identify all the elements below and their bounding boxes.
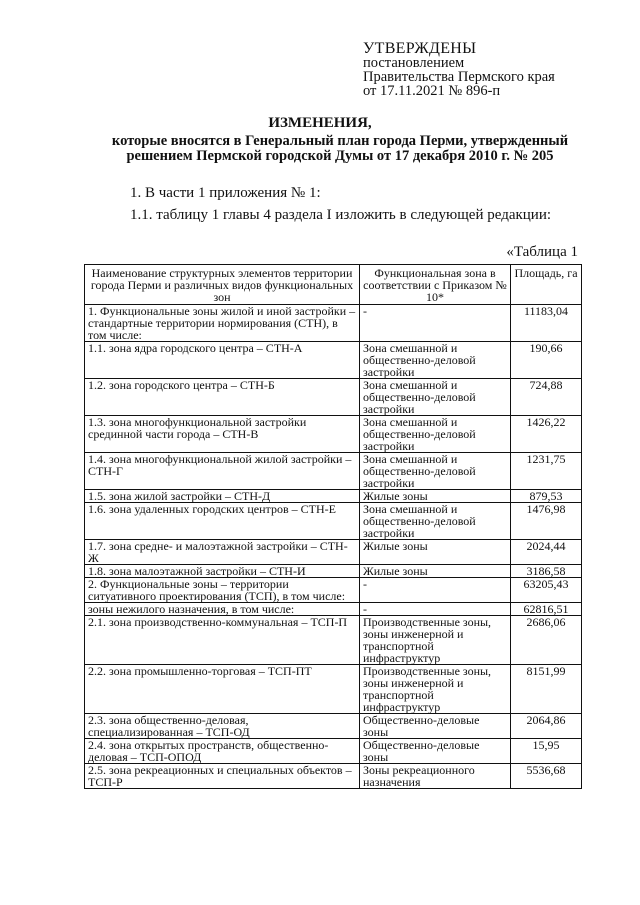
cell-zone: Зона смешанной и общественно-деловой застройки — [360, 342, 511, 379]
table-row — [85, 739, 582, 764]
table-row — [85, 416, 582, 453]
table-row — [85, 616, 582, 665]
cell-name: 1.6. зона удаленных городских центров – СТН-Е — [85, 503, 360, 540]
table-row — [85, 342, 582, 379]
table-row — [85, 453, 582, 490]
paragraph-1-1: 1.1. таблицу 1 главы 4 раздела I изложить в следующей редакции: — [130, 207, 552, 223]
cell-area: 63205,43 — [511, 578, 582, 603]
cell-area: 8151,99 — [511, 665, 582, 714]
cell-zone: Общественно-деловые зоны — [360, 714, 511, 739]
cell-zone: Жилые зоны — [360, 565, 511, 578]
cell-name: 2.4. зона открытых пространств, общественно-деловая – ТСП-ОПОД — [85, 739, 360, 764]
cell-area: 879,53 — [511, 490, 582, 503]
table-row — [85, 540, 582, 565]
cell-area: 2024,44 — [511, 540, 582, 565]
cell-zone: Зоны рекреационного назначения — [360, 764, 511, 789]
approval-line-4: от 17.11.2021 № 896-п — [363, 83, 501, 99]
cell-name: зоны нежилого назначения, в том числе: — [85, 603, 360, 616]
cell-area: 1476,98 — [511, 503, 582, 540]
cell-name: 1.4. зона многофункциональной жилой застройки – СТН-Г — [85, 453, 360, 490]
table-row — [85, 490, 582, 503]
table-row — [85, 503, 582, 540]
cell-zone: - — [360, 603, 511, 616]
document-title: ИЗМЕНЕНИЯ, — [268, 115, 372, 131]
cell-zone: Зона смешанной и общественно-деловой застройки — [360, 379, 511, 416]
approval-line-3: Правительства Пермского края — [363, 69, 555, 85]
table-row — [85, 379, 582, 416]
cell-name: 1.5. зона жилой застройки – СТН-Д — [85, 490, 360, 503]
approval-block — [363, 42, 555, 98]
cell-area: 1231,75 — [511, 453, 582, 490]
cell-name: 2.3. зона общественно-деловая, специализированная – ТСП-ОД — [85, 714, 360, 739]
subtitle-line-2: решением Пермской городской Думы от 17 декабря 2010 г. № 205 — [126, 148, 554, 164]
table-header-row — [85, 265, 582, 305]
table-row — [85, 764, 582, 789]
cell-zone: Производственные зоны, зоны инженерной и транспортной инфраструктур — [360, 616, 511, 665]
cell-name: 1.8. зона малоэтажной застройки – СТН-И — [85, 565, 360, 578]
table-row — [85, 714, 582, 739]
document-subtitle — [60, 134, 620, 164]
cell-area: 2064,86 — [511, 714, 582, 739]
cell-zone: - — [360, 578, 511, 603]
table-row — [85, 565, 582, 578]
cell-area: 3186,58 — [511, 565, 582, 578]
cell-area: 5536,68 — [511, 764, 582, 789]
cell-area: 1426,22 — [511, 416, 582, 453]
cell-name: 1.1. зона ядра городского центра – СТН-А — [85, 342, 360, 379]
cell-zone: - — [360, 305, 511, 342]
header-zone: Функциональная зона в соответствии с Приказом № 10* — [360, 265, 511, 305]
paragraph-1: 1. В части 1 приложения № 1: — [130, 185, 321, 201]
cell-name: 2. Функциональные зоны – территории ситуативного проектирования (ТСП), в том числе: — [85, 578, 360, 603]
cell-area: 62816,51 — [511, 603, 582, 616]
cell-name: 2.2. зона промышленно-торговая – ТСП-ПТ — [85, 665, 360, 714]
cell-area: 11183,04 — [511, 305, 582, 342]
cell-zone: Жилые зоны — [360, 540, 511, 565]
cell-zone: Зона смешанной и общественно-деловой застройки — [360, 503, 511, 540]
table-row — [85, 603, 582, 616]
cell-area: 724,88 — [511, 379, 582, 416]
cell-zone: Производственные зоны, зоны инженерной и транспортной инфраструктур — [360, 665, 511, 714]
cell-name: 1.3. зона многофункциональной застройки срединной части города – СТН-В — [85, 416, 360, 453]
cell-name: 1. Функциональные зоны жилой и иной застройки – стандартные территории нормирования (СТН), в том числе: — [85, 305, 360, 342]
cell-name: 1.2. зона городского центра – СТН-Б — [85, 379, 360, 416]
table-label: «Таблица 1 — [506, 244, 578, 260]
zones-table — [84, 264, 582, 789]
header-area: Площадь, га — [511, 265, 582, 305]
cell-name: 2.1. зона производственно-коммунальная – ТСП-П — [85, 616, 360, 665]
subtitle-line-1: которые вносятся в Генеральный план города Перми, утвержденный — [111, 133, 569, 149]
table-row — [85, 665, 582, 714]
table-row — [85, 578, 582, 603]
approval-line-2: постановлением — [363, 55, 465, 71]
cell-zone: Общественно-деловые зоны — [360, 739, 511, 764]
cell-area: 15,95 — [511, 739, 582, 764]
cell-zone: Зона смешанной и общественно-деловой застройки — [360, 453, 511, 490]
table-row — [85, 305, 582, 342]
cell-area: 2686,06 — [511, 616, 582, 665]
header-name: Наименование структурных элементов территории города Перми и различных видов функциональных зон — [85, 265, 360, 305]
cell-area: 190,66 — [511, 342, 582, 379]
cell-name: 2.5. зона рекреационных и специальных объектов – ТСП-Р — [85, 764, 360, 789]
cell-zone: Жилые зоны — [360, 490, 511, 503]
cell-name: 1.7. зона средне- и малоэтажной застройки – СТН-Ж — [85, 540, 360, 565]
cell-zone: Зона смешанной и общественно-деловой застройки — [360, 416, 511, 453]
approval-line-1: УТВЕРЖДЕНЫ — [363, 40, 477, 57]
